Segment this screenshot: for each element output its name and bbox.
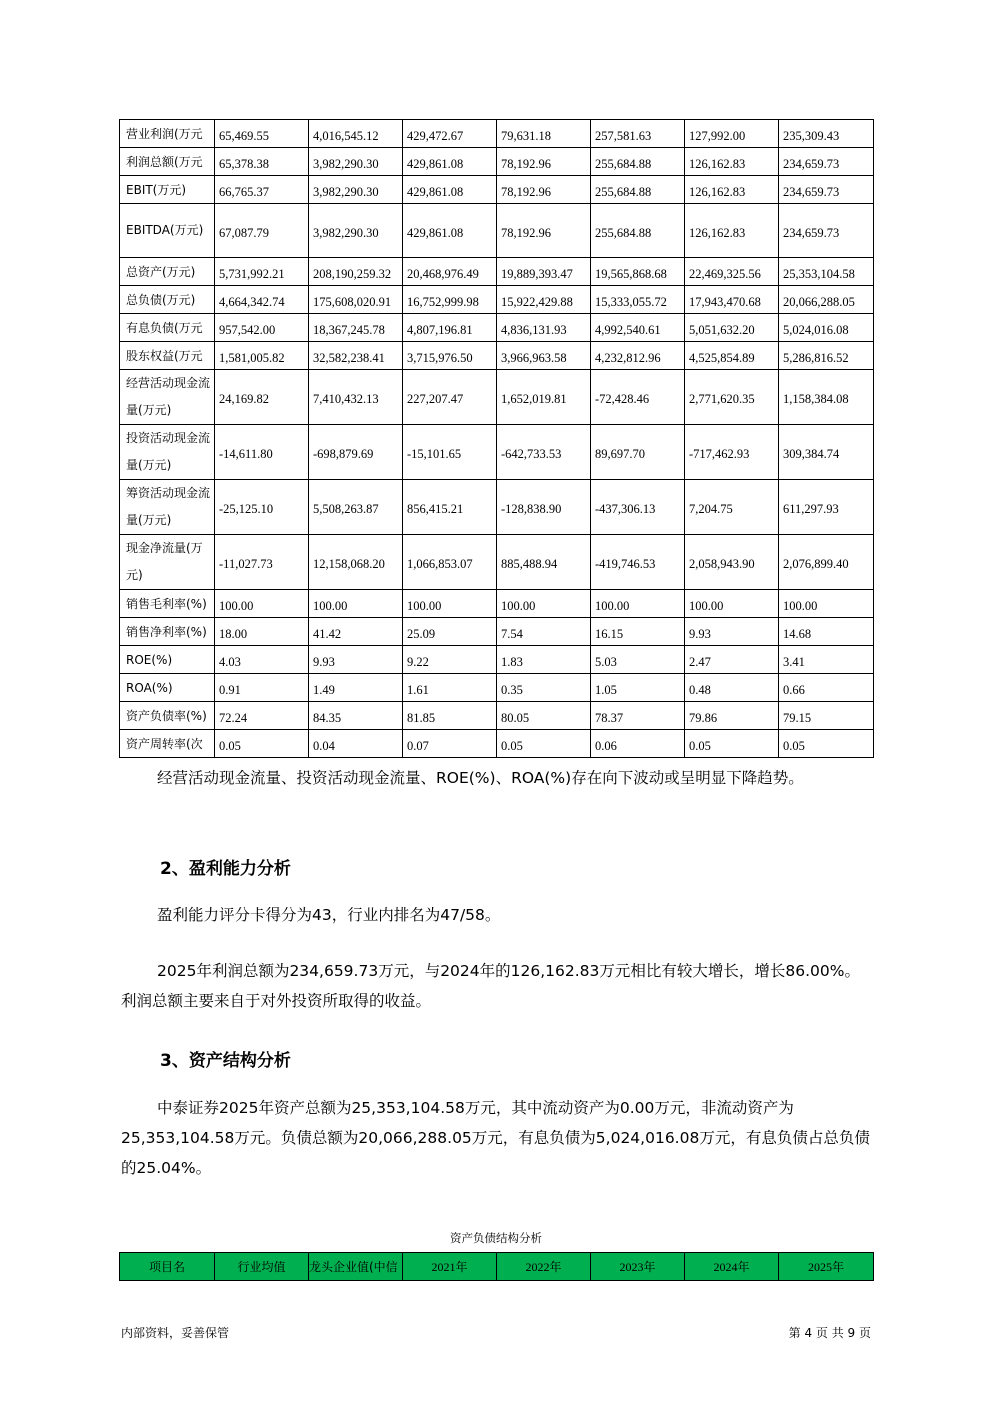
table-cell: 0.05 — [779, 730, 874, 758]
table-cell: 4,016,545.12 — [309, 120, 403, 148]
structure-table-caption: 资产负债结构分析 — [450, 1231, 542, 1245]
table-cell: 2,771,620.35 — [685, 370, 779, 425]
table-cell: 7,204.75 — [685, 480, 779, 535]
table-cell: 19,889,393.47 — [497, 258, 591, 286]
table-cell: 255,684.88 — [591, 204, 685, 258]
asset-structure-paragraph: 中泰证券2025年资产总额为25,353,104.58万元，其中流动资产为0.00万元，非流动资产为25,353,104.58万元。负债总额为20,066,288.05万元，有息负债为5,024,016.08万元，有息负债占总负债的25.04%。 — [121, 1099, 870, 1177]
table-cell: 1.05 — [591, 674, 685, 702]
table-cell: 3,982,290.30 — [309, 148, 403, 176]
table-cell: 3,715,976.50 — [403, 342, 497, 370]
row-label: ROA(%) — [120, 674, 215, 702]
table-cell: 0.35 — [497, 674, 591, 702]
table-cell: 126,162.83 — [685, 204, 779, 258]
table-cell: 72.24 — [215, 702, 309, 730]
table-cell: 2,058,943.90 — [685, 535, 779, 590]
table-row — [120, 646, 874, 674]
table-cell: 1.83 — [497, 646, 591, 674]
footer-page-number: 第 4 页 共 9 页 — [788, 1326, 871, 1340]
table-cell: 78.37 — [591, 702, 685, 730]
table-cell: 25.09 — [403, 618, 497, 646]
table-cell: 4,807,196.81 — [403, 314, 497, 342]
table-cell: 0.48 — [685, 674, 779, 702]
table-cell: 5,024,016.08 — [779, 314, 874, 342]
row-label: 总负债(万元) — [120, 286, 215, 314]
table-cell: 7.54 — [497, 618, 591, 646]
row-label: 有息负债(万元 — [120, 314, 215, 342]
table-cell: 78,192.96 — [497, 148, 591, 176]
row-label: 筹资活动现金流量(万元) — [120, 480, 215, 535]
table-cell: -15,101.65 — [403, 425, 497, 480]
table-cell: 255,684.88 — [591, 148, 685, 176]
table-cell: 19,565,868.68 — [591, 258, 685, 286]
footer-confidential-note: 内部资料，妥善保管 — [121, 1326, 230, 1340]
table-cell: 0.91 — [215, 674, 309, 702]
table-cell: 4,836,131.93 — [497, 314, 591, 342]
table-row — [120, 120, 874, 148]
table-cell: 9.93 — [685, 618, 779, 646]
table-row — [120, 674, 874, 702]
table-row — [120, 480, 874, 535]
profit-detail-paragraph: 2025年利润总额为234,659.73万元，与2024年的126,162.83万元相比有较大增长，增长86.00%。利润总额主要来自于对外投资所取得的收益。 — [121, 962, 860, 1010]
table-cell: 2.47 — [685, 646, 779, 674]
table-cell: 16.15 — [591, 618, 685, 646]
table-cell: 9.93 — [309, 646, 403, 674]
table-cell: 3,982,290.30 — [309, 204, 403, 258]
table-cell: 18,367,245.78 — [309, 314, 403, 342]
table-row — [120, 148, 874, 176]
table-cell: -72,428.46 — [591, 370, 685, 425]
table-cell: 4.03 — [215, 646, 309, 674]
table-cell: 0.66 — [779, 674, 874, 702]
section-heading-profitability: 2、盈利能力分析 — [160, 859, 291, 879]
table-cell: 25,353,104.58 — [779, 258, 874, 286]
table-cell: 1,581,005.82 — [215, 342, 309, 370]
row-label: 资产周转率(次 — [120, 730, 215, 758]
table-cell: 4,525,854.89 — [685, 342, 779, 370]
row-label: EBITDA(万元) — [120, 204, 215, 258]
table-row — [120, 425, 874, 480]
table-cell: -419,746.53 — [591, 535, 685, 590]
table-row — [120, 204, 874, 258]
row-label: 利润总额(万元 — [120, 148, 215, 176]
table-cell: 4,664,342.74 — [215, 286, 309, 314]
table-cell: 78,192.96 — [497, 204, 591, 258]
table-cell: 7,410,432.13 — [309, 370, 403, 425]
table-cell: -14,611.80 — [215, 425, 309, 480]
table-row — [120, 618, 874, 646]
table-cell: 9.22 — [403, 646, 497, 674]
table-cell: -11,027.73 — [215, 535, 309, 590]
row-label: ROE(%) — [120, 646, 215, 674]
asset-liability-structure-table — [119, 1252, 874, 1281]
table-cell: 79.86 — [685, 702, 779, 730]
column-header: 行业均值 — [215, 1253, 309, 1281]
profitability-score-paragraph: 盈利能力评分卡得分为43，行业内排名为47/58。 — [157, 906, 501, 924]
column-header: 龙头企业值(中信 — [309, 1253, 403, 1281]
table-cell: 80.05 — [497, 702, 591, 730]
table-cell: 309,384.74 — [779, 425, 874, 480]
table-cell: 255,684.88 — [591, 176, 685, 204]
table-cell: 81.85 — [403, 702, 497, 730]
table-row — [120, 176, 874, 204]
table-cell: 65,469.55 — [215, 120, 309, 148]
table-cell: 100.00 — [215, 590, 309, 618]
section-heading-asset-structure: 3、资产结构分析 — [160, 1051, 291, 1071]
table-cell: -717,462.93 — [685, 425, 779, 480]
table-cell: 429,472.67 — [403, 120, 497, 148]
table-cell: 0.05 — [685, 730, 779, 758]
table-cell: 1.61 — [403, 674, 497, 702]
trend-paragraph: 经营活动现金流量、投资活动现金流量、ROE(%)、ROA(%)存在向下波动或呈明显下降趋势。 — [157, 769, 804, 787]
table-cell: 5,731,992.21 — [215, 258, 309, 286]
table-cell: 100.00 — [309, 590, 403, 618]
row-label: 销售净利率(%) — [120, 618, 215, 646]
row-label: EBIT(万元) — [120, 176, 215, 204]
table-cell: 429,861.08 — [403, 176, 497, 204]
table-row — [120, 286, 874, 314]
table-cell: 1,158,384.08 — [779, 370, 874, 425]
table-cell: 12,158,068.20 — [309, 535, 403, 590]
table-cell: -25,125.10 — [215, 480, 309, 535]
table-cell: 611,297.93 — [779, 480, 874, 535]
table-cell: -437,306.13 — [591, 480, 685, 535]
table-cell: 89,697.70 — [591, 425, 685, 480]
table-row — [120, 730, 874, 758]
table-cell: 234,659.73 — [779, 204, 874, 258]
table-cell: 429,861.08 — [403, 148, 497, 176]
financial-table-body — [120, 120, 874, 758]
column-header: 项目名 — [120, 1253, 215, 1281]
table-row — [120, 702, 874, 730]
row-label: 销售毛利率(%) — [120, 590, 215, 618]
table-cell: 0.07 — [403, 730, 497, 758]
structure-table-header-row — [120, 1253, 874, 1281]
table-row — [120, 370, 874, 425]
table-cell: 126,162.83 — [685, 148, 779, 176]
financial-indicators-table — [119, 119, 874, 758]
table-cell: 234,659.73 — [779, 176, 874, 204]
table-cell: 66,765.37 — [215, 176, 309, 204]
table-cell: -698,879.69 — [309, 425, 403, 480]
table-cell: -642,733.53 — [497, 425, 591, 480]
column-header: 2024年 — [685, 1253, 779, 1281]
table-cell: 20,066,288.05 — [779, 286, 874, 314]
table-cell: 235,309.43 — [779, 120, 874, 148]
table-cell: 5,051,632.20 — [685, 314, 779, 342]
table-cell: 3,966,963.58 — [497, 342, 591, 370]
row-label: 总资产(万元) — [120, 258, 215, 286]
column-header: 2021年 — [403, 1253, 497, 1281]
table-cell: 41.42 — [309, 618, 403, 646]
table-cell: 65,378.38 — [215, 148, 309, 176]
table-cell: 79,631.18 — [497, 120, 591, 148]
table-cell: 3,982,290.30 — [309, 176, 403, 204]
table-cell: 1,652,019.81 — [497, 370, 591, 425]
table-cell: 0.05 — [497, 730, 591, 758]
table-cell: 100.00 — [591, 590, 685, 618]
table-cell: 100.00 — [685, 590, 779, 618]
table-cell: 22,469,325.56 — [685, 258, 779, 286]
table-cell: 957,542.00 — [215, 314, 309, 342]
column-header: 2022年 — [497, 1253, 591, 1281]
row-label: 投资活动现金流量(万元) — [120, 425, 215, 480]
table-cell: -128,838.90 — [497, 480, 591, 535]
table-cell: 20,468,976.49 — [403, 258, 497, 286]
table-cell: 175,608,020.91 — [309, 286, 403, 314]
row-label: 资产负债率(%) — [120, 702, 215, 730]
table-cell: 227,207.47 — [403, 370, 497, 425]
table-cell: 1.49 — [309, 674, 403, 702]
table-cell: 1,066,853.07 — [403, 535, 497, 590]
table-row — [120, 258, 874, 286]
table-cell: 885,488.94 — [497, 535, 591, 590]
table-cell: 234,659.73 — [779, 148, 874, 176]
row-label: 现金净流量(万元) — [120, 535, 215, 590]
table-cell: 5,286,816.52 — [779, 342, 874, 370]
table-cell: 127,992.00 — [685, 120, 779, 148]
table-cell: 67,087.79 — [215, 204, 309, 258]
table-cell: 2,076,899.40 — [779, 535, 874, 590]
table-cell: 0.05 — [215, 730, 309, 758]
table-cell: 15,922,429.88 — [497, 286, 591, 314]
table-row — [120, 342, 874, 370]
table-cell: 100.00 — [497, 590, 591, 618]
table-row — [120, 314, 874, 342]
table-cell: 5.03 — [591, 646, 685, 674]
table-cell: 429,861.08 — [403, 204, 497, 258]
row-label: 股东权益(万元 — [120, 342, 215, 370]
table-cell: 100.00 — [403, 590, 497, 618]
table-cell: 17,943,470.68 — [685, 286, 779, 314]
table-cell: 3.41 — [779, 646, 874, 674]
table-cell: 18.00 — [215, 618, 309, 646]
column-header: 2023年 — [591, 1253, 685, 1281]
table-cell: 4,992,540.61 — [591, 314, 685, 342]
table-cell: 16,752,999.98 — [403, 286, 497, 314]
table-cell: 14.68 — [779, 618, 874, 646]
table-cell: 78,192.96 — [497, 176, 591, 204]
table-row — [120, 590, 874, 618]
row-label: 经营活动现金流量(万元) — [120, 370, 215, 425]
table-cell: 856,415.21 — [403, 480, 497, 535]
row-label: 营业利润(万元 — [120, 120, 215, 148]
table-cell: 100.00 — [779, 590, 874, 618]
table-cell: 257,581.63 — [591, 120, 685, 148]
table-cell: 4,232,812.96 — [591, 342, 685, 370]
table-cell: 84.35 — [309, 702, 403, 730]
table-cell: 5,508,263.87 — [309, 480, 403, 535]
table-cell: 32,582,238.41 — [309, 342, 403, 370]
table-cell: 15,333,055.72 — [591, 286, 685, 314]
table-cell: 0.04 — [309, 730, 403, 758]
table-cell: 0.06 — [591, 730, 685, 758]
table-row — [120, 535, 874, 590]
table-cell: 126,162.83 — [685, 176, 779, 204]
table-cell: 24,169.82 — [215, 370, 309, 425]
table-cell: 208,190,259.32 — [309, 258, 403, 286]
column-header: 2025年 — [779, 1253, 874, 1281]
table-cell: 79.15 — [779, 702, 874, 730]
